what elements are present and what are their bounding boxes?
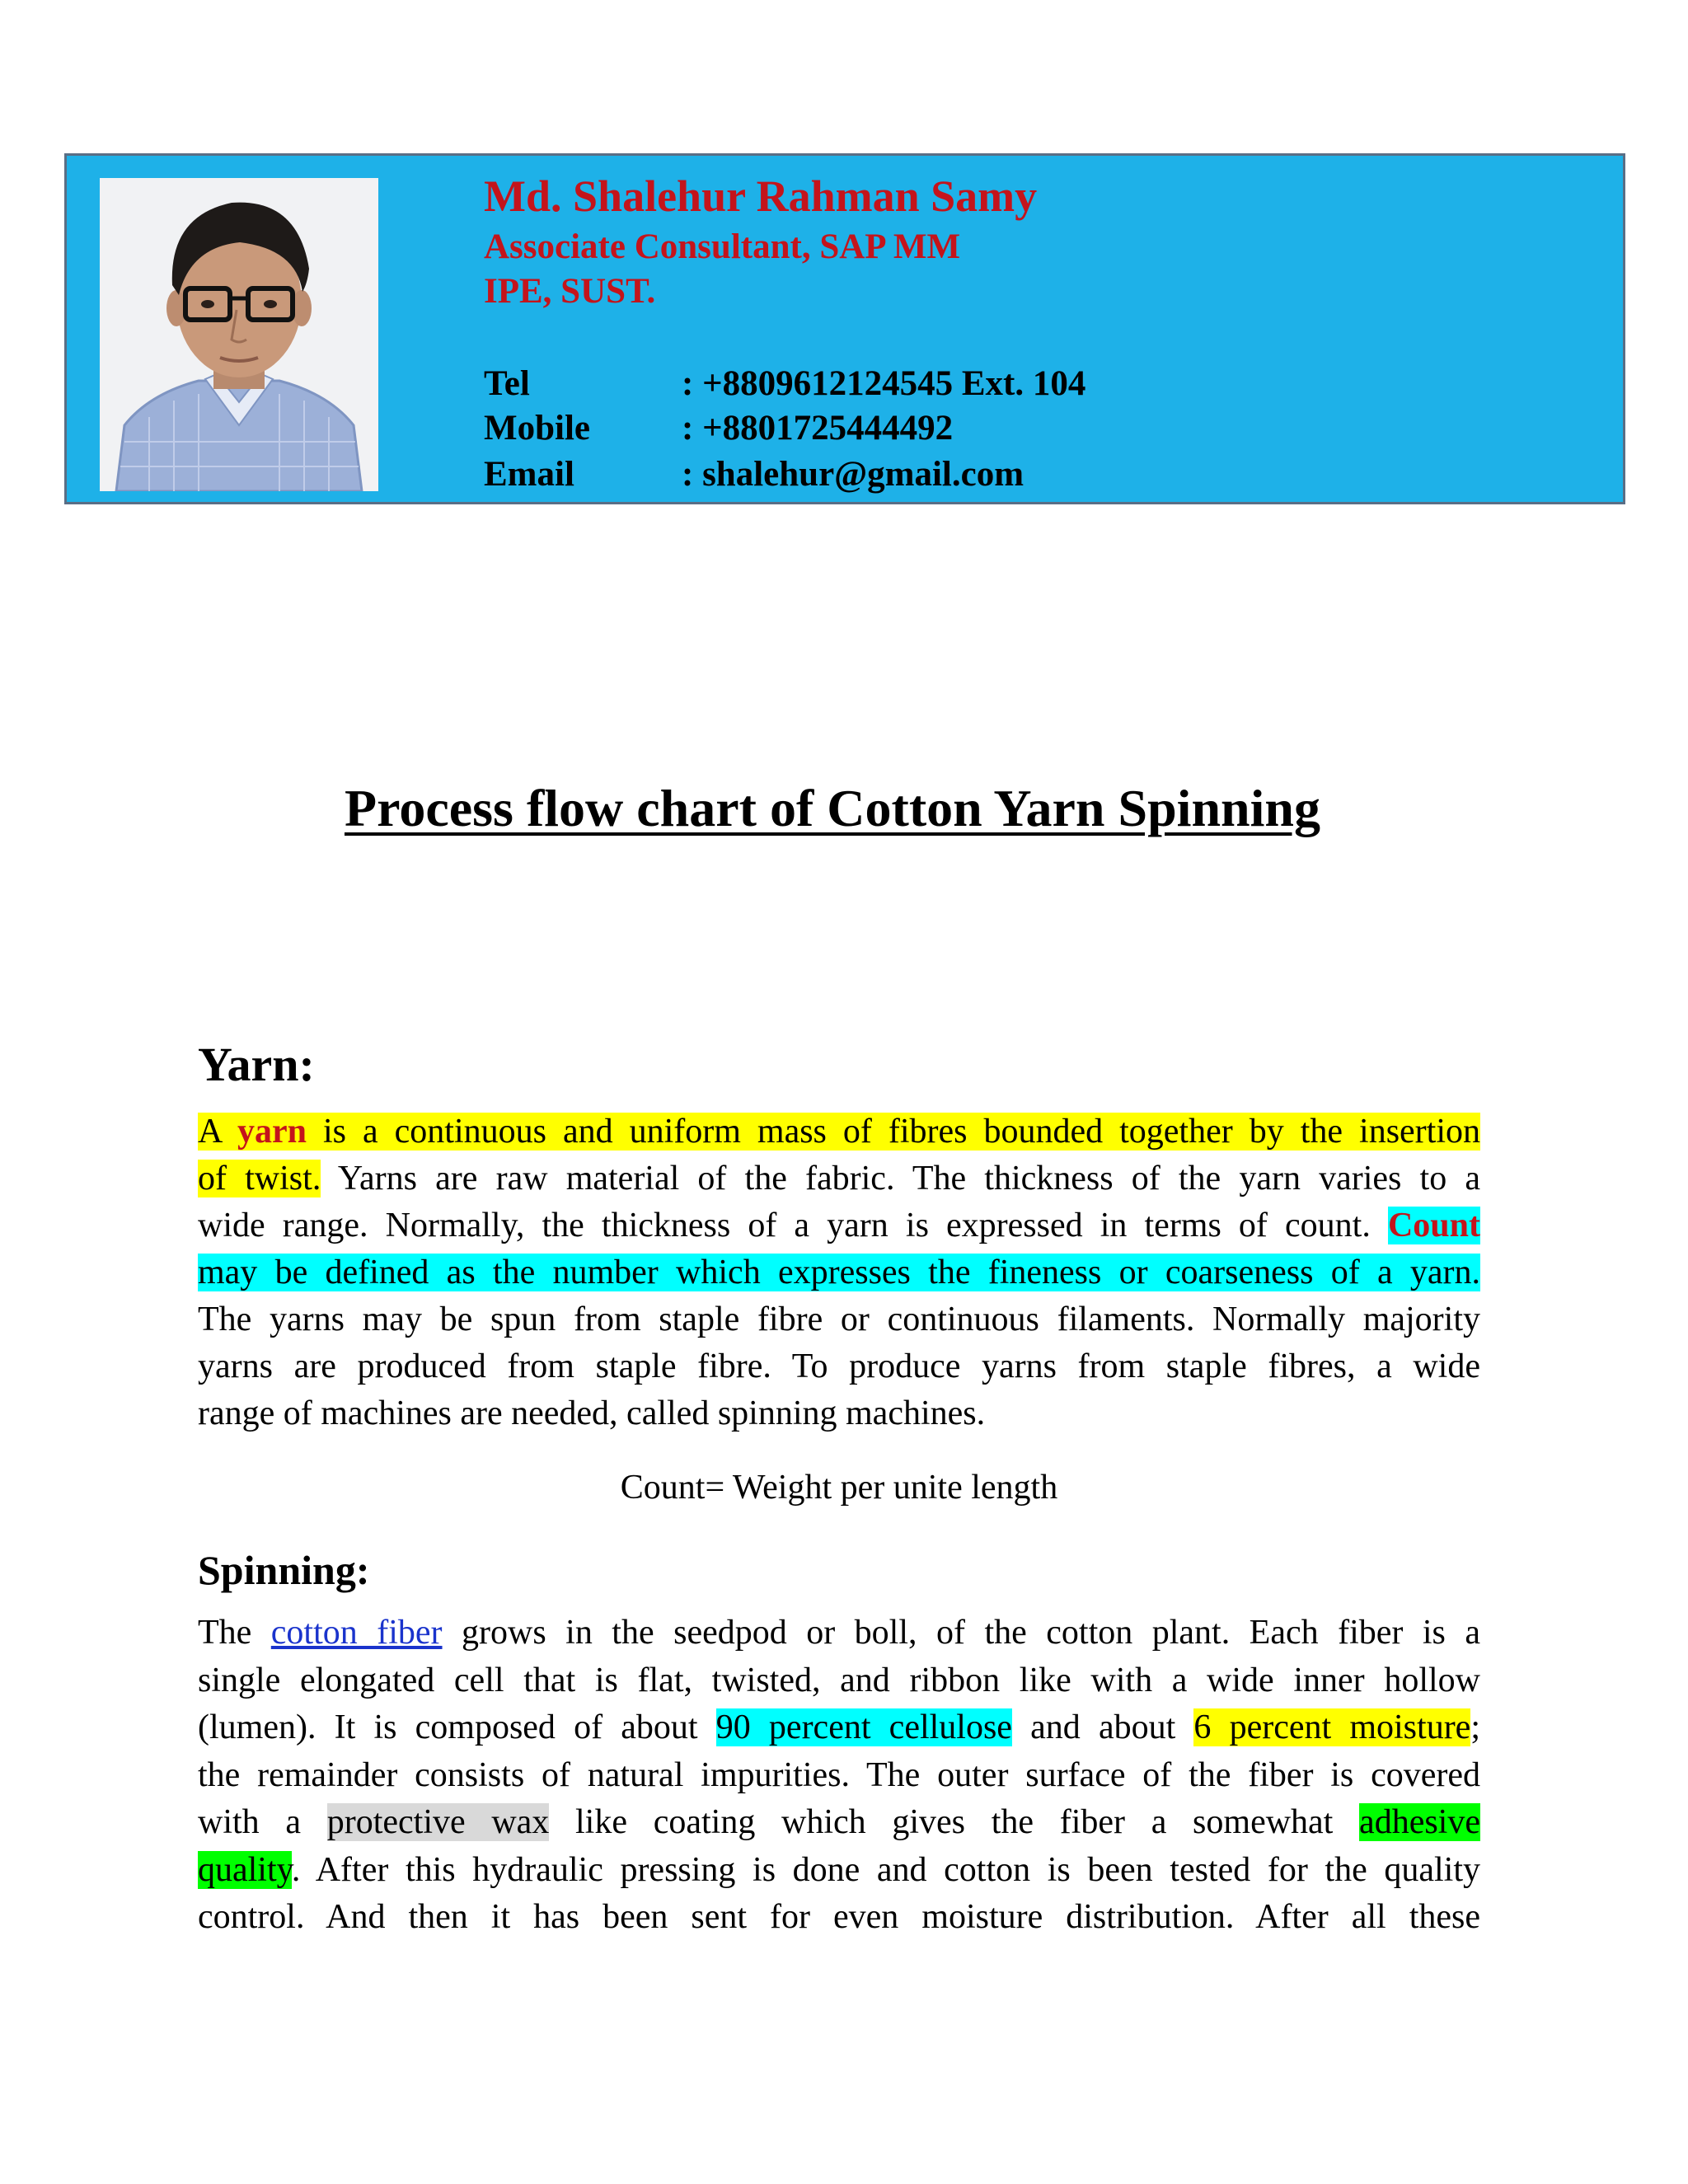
text-run: is a continuous and uniform mass of fibres bounded together by the insertion xyxy=(307,1113,1480,1151)
text-run: grows in the seedpod or boll, of the cotton plant. Each fiber is a xyxy=(442,1614,1480,1652)
text-run: adhesive xyxy=(1359,1803,1480,1841)
paragraph-line xyxy=(198,1301,1480,1338)
paragraph-line xyxy=(198,1803,1480,1841)
text-run: and about xyxy=(1011,1708,1194,1746)
text-run: control. And then it has been sent for even moisture distribution. After all these xyxy=(198,1898,1480,1936)
paragraph-line xyxy=(198,1394,1480,1432)
text-run: ; xyxy=(1470,1708,1480,1746)
paragraph-line xyxy=(198,1347,1480,1385)
section-heading-spinning: Spinning: xyxy=(198,1547,370,1593)
text-run: 6 percent moisture xyxy=(1193,1708,1471,1746)
text-run: . After this hydraulic pressing is done and cotton is been tested for the quality xyxy=(291,1850,1480,1889)
text-run: protective wax xyxy=(326,1803,550,1841)
contact-value: : shalehur@gmail.com xyxy=(682,455,1025,494)
text-run: quality xyxy=(198,1850,292,1889)
paragraph-line xyxy=(198,1254,1480,1291)
text-run: of twist. xyxy=(198,1160,321,1197)
profile-institution: IPE, SUST. xyxy=(484,272,656,311)
paragraph-line xyxy=(198,1160,1480,1197)
text-run: yarns are produced from staple fibre. To produce yarns from staple fibres, a wide xyxy=(198,1347,1480,1385)
contact-value: : +8809612124545 Ext. 104 xyxy=(682,364,1086,403)
text-run: (lumen). It is composed of about xyxy=(198,1708,716,1746)
text-run: Count xyxy=(1387,1207,1480,1244)
profile-job-title: Associate Consultant, SAP MM xyxy=(484,227,961,266)
paragraph-line xyxy=(198,1113,1480,1151)
text-run: Yarns are raw material of the fabric. The thickness of the yarn varies to a xyxy=(321,1160,1480,1197)
paragraph-line xyxy=(198,1207,1480,1244)
paragraph-line xyxy=(198,1708,1480,1746)
text-run: single elongated cell that is flat, twisted, and ribbon like with a wide inner hollow xyxy=(198,1661,1480,1699)
section-heading-yarn: Yarn: xyxy=(198,1038,315,1091)
text-run: range of machines are needed, called spinning machines. xyxy=(198,1394,986,1432)
contact-label: Email xyxy=(484,455,574,494)
count-formula: Count= Weight per unite length xyxy=(620,1469,1058,1507)
text-run: 90 percent cellulose xyxy=(715,1708,1012,1746)
page-title: Process flow chart of Cotton Yarn Spinning xyxy=(344,779,1321,837)
text-run: like coating which gives the fiber a somewhat xyxy=(549,1803,1360,1841)
text-run: The yarns may be spun from staple fibre or continuous filaments. Normally majority xyxy=(198,1301,1480,1338)
text-run: with a xyxy=(198,1803,327,1841)
text-run: may be defined as the number which expresses the fineness or coarseness of a yarn. xyxy=(198,1254,1480,1291)
contact-value: : +8801725444492 xyxy=(682,409,954,448)
text-run: A xyxy=(198,1113,238,1151)
text-run: The xyxy=(198,1614,271,1652)
paragraph-line xyxy=(198,1851,1480,1889)
text-run: the remainder consists of natural impurities. The outer surface of the fiber is covered xyxy=(198,1755,1480,1794)
contact-label: Tel xyxy=(484,364,530,403)
contact-label: Mobile xyxy=(484,409,590,448)
paragraph-line xyxy=(198,1898,1480,1936)
text-run: yarn xyxy=(237,1113,307,1151)
paragraph-line xyxy=(198,1756,1480,1794)
profile-header-card xyxy=(64,153,1625,504)
profile-name: Md. Shalehur Rahman Samy xyxy=(484,171,1038,221)
person-photo-icon xyxy=(100,178,378,491)
paragraph-line xyxy=(198,1614,1480,1652)
text-run: wide range. Normally, the thickness of a yarn is expressed in terms of count. xyxy=(198,1207,1388,1244)
cotton-fiber-link[interactable]: cotton fiber xyxy=(270,1614,443,1652)
paragraph-line xyxy=(198,1661,1480,1699)
